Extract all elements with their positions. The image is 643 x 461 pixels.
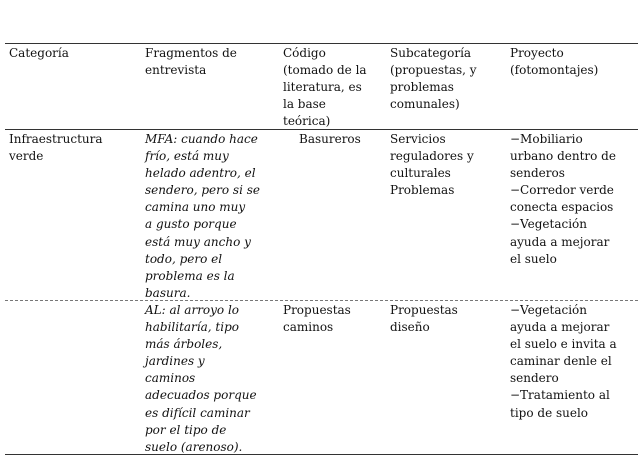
cell-codigo: Propuestas caminos (283, 303, 351, 335)
table-bottom-rule (5, 454, 638, 455)
header-categoria: Categoría (9, 46, 69, 60)
table-row-divider (5, 300, 638, 301)
cell-codigo: Basureros (299, 132, 361, 146)
header-proyecto: Proyecto (fotomontajes) (510, 46, 599, 78)
header-fragmentos: Fragmentos de entrevista (145, 46, 237, 78)
cell-fragmento: AL: al arroyo lo habilitaría, tipo más árboles, jardines y caminos adecuados porque es difícil caminar por el tipo de suelo (arenoso). (145, 303, 257, 454)
cell-categoria: Infraestructura verde (9, 132, 103, 164)
cell-fragmento: MFA: cuando hace frío, está muy helado adentro, el sendero, pero si se camina uno muy a gusto porque está muy ancho y todo, pero el problema es la basura. (145, 132, 260, 300)
cell-proyecto: −Vegetación ayuda a mejorar el suelo e invita a caminar denle el sendero −Tratamiento al tipo de suelo (510, 303, 617, 420)
header-codigo: Código (tomado de la literatura, es la base teórica) (283, 46, 367, 129)
table-top-rule (5, 43, 638, 44)
cell-subcategoria: Propuestas diseño (390, 303, 458, 335)
cell-subcategoria: Servicios reguladores y culturales Problemas (390, 132, 474, 198)
cell-proyecto: −Mobiliario urbano dentro de senderos −Corredor verde conecta espacios −Vegetación ayuda a mejorar el suelo (510, 132, 616, 266)
header-subcategoria: Subcategoría (propuestas, y problemas comunales) (390, 46, 477, 112)
